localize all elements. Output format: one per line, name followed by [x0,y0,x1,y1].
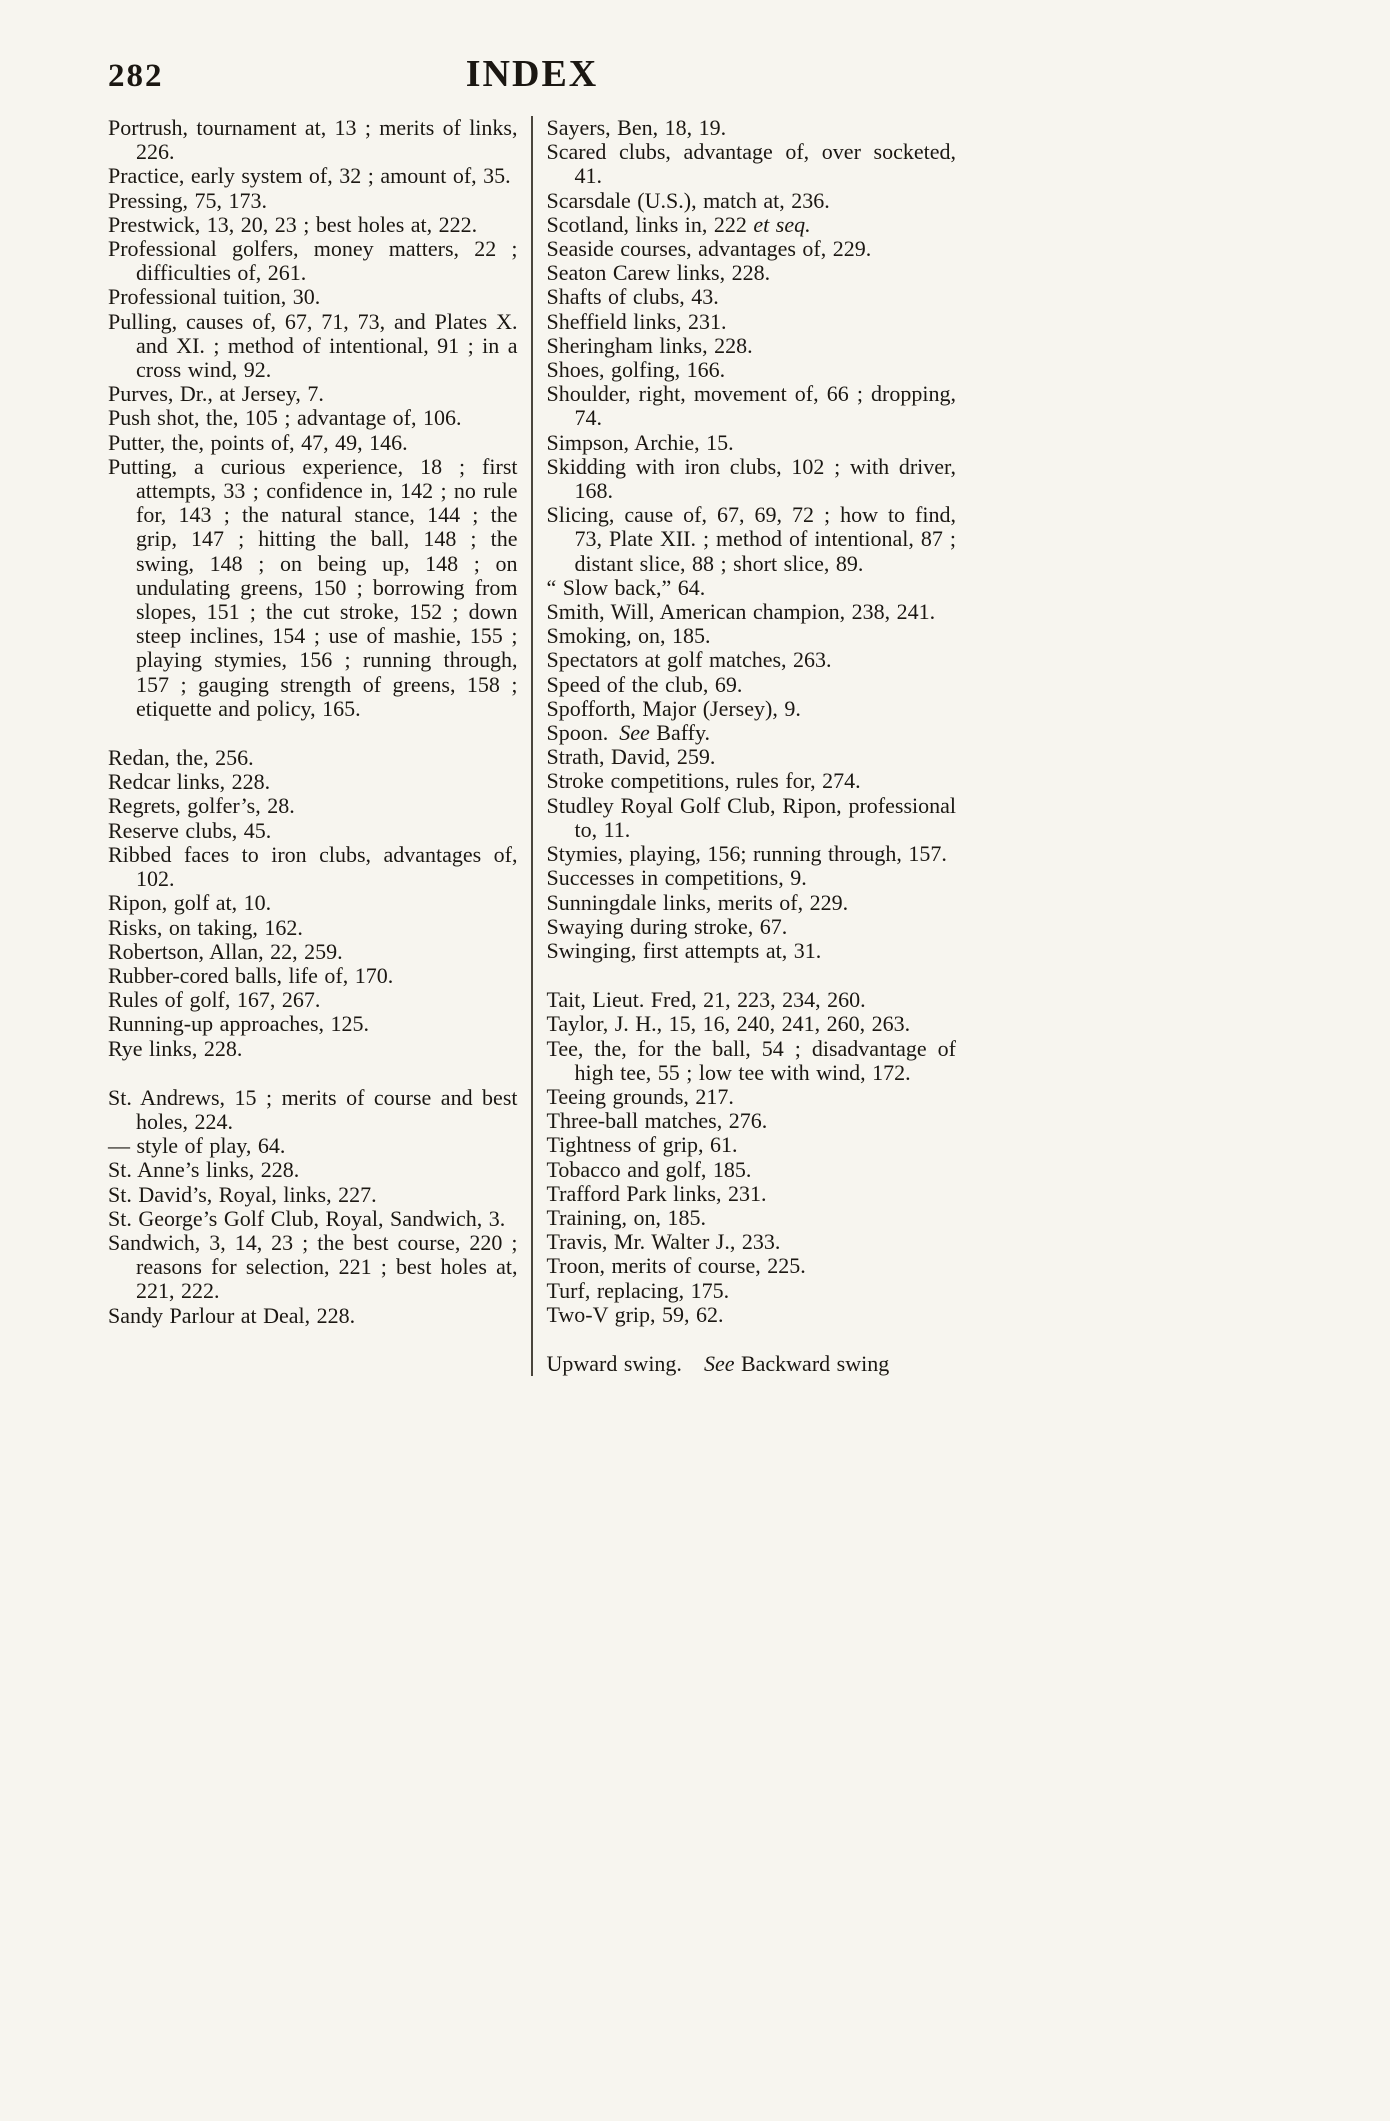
index-entry [547,382,957,430]
index-entry [547,745,957,769]
index-entry [547,1254,957,1278]
index-entry [108,1231,518,1304]
index-entry [108,1012,518,1036]
index-entry-text: Sandy Parlour at Deal, 228. [108,1302,356,1328]
index-entry [108,431,518,455]
index-entry-text: Stroke competitions, rules for, 274. [546,768,861,794]
index-entry-text: Prestwick, 13, 20, 23 ; best holes at, 222. [108,211,478,237]
index-entry [547,1085,957,1109]
index-entry [108,843,518,891]
index-entry-text: Sayers, Ben, 18, 19. [546,115,727,140]
index-entry-text: Spoon. [546,720,620,746]
index-entry [547,866,957,890]
index-entry [547,1352,957,1376]
index-entry [108,382,518,406]
index-entry [547,769,957,793]
index-entry [108,794,518,818]
index-entry [547,140,957,188]
index-entry [547,503,957,576]
index-entry-text: Shoes, golfing, 166. [546,357,726,383]
index-entry-text: Baffy. [649,720,711,746]
index-entry-text: St. Andrews, 15 ; merits of course and best holes, 224. [108,1084,518,1134]
page-content [108,52,956,1376]
index-entry-text: Putter, the, points of, 47, 49, 146. [108,429,408,455]
index-entry-text: Scared clubs, advantage of, over socketed, 41. [546,139,956,189]
index-entry [547,334,957,358]
index-entry-text: Backward swing [734,1350,890,1376]
index-entry [547,891,957,915]
index-entry-cross-reference: et seq. [753,211,811,237]
index-entry [547,1182,957,1206]
index-entry-text: Professional tuition, 30. [108,284,321,310]
index-entry-text: Sandwich, 3, 14, 23 ; the best course, 220 ; reasons for selection, 221 ; best holes at, 221, 222. [108,1229,518,1304]
index-entry-text: Training, on, 185. [546,1204,706,1230]
index-entry-text: Sheffield links, 231. [546,308,727,334]
index-entry [547,1279,957,1303]
index-entry-text: Stymies, playing, 156; running through, 157. [546,841,947,867]
index-entry [108,189,518,213]
index-entry-text: Shoulder, right, movement of, 66 ; dropping, 74. [546,381,956,431]
index-entry-text: Putting, a curious experience, 18 ; first attempts, 33 ; confidence in, 142 ; no rule for, 143 ; the natural stance, 144 ; the grip, 147 ; hitting the ball, 148 ; the swing, 148 ; on being up, 148 ; on undulating greens, 150 ; borrowing from slopes, 151 ; the cut stroke, 152 ; down steep inclines, 154 ; use of mashie, 155 ; playing stymies, 156 ; running through, 157 ; gauging strength of greens, 158 ; etiquette and policy, 165. [108,453,518,721]
index-entry-text: Tait, Lieut. Fred, 21, 223, 234, 260. [546,987,866,1013]
index-entry [547,455,957,503]
index-entry-text: Swaying during stroke, 67. [546,913,788,939]
index-entry-text: Rye links, 228. [108,1035,243,1061]
index-column-right [533,116,957,1376]
index-entry [547,1206,957,1230]
index-entry-text: St. David’s, Royal, links, 227. [108,1181,377,1207]
index-entry-text: Taylor, J. H., 15, 16, 240, 241, 260, 263. [546,1011,911,1037]
index-entry [547,794,957,842]
index-entry [547,915,957,939]
index-entry [547,988,957,1012]
index-entry [547,213,957,237]
index-entry [108,891,518,915]
index-entry-text: “ Slow back,” 64. [546,574,706,600]
index-entry [108,164,518,188]
index-entry-text: Push shot, the, 105 ; advantage of, 106. [108,405,462,431]
index-entry-text: Sunningdale links, merits of, 229. [546,889,849,915]
index-entry [108,940,518,964]
index-entry-text: St. George’s Golf Club, Royal, Sandwich, 3. [108,1205,506,1231]
index-entry-text: St. Anne’s links, 228. [108,1157,300,1183]
index-column-left [108,116,533,1376]
index-entry-text: Ribbed faces to iron clubs, advantages of, 102. [108,841,518,892]
index-entry-text: Turf, replacing, 175. [546,1277,730,1303]
index-entry-text: Strath, David, 259. [546,744,716,770]
index-entry [547,842,957,866]
index-entry-text: Risks, on taking, 162. [108,914,303,940]
index-entry-text: Swinging, first attempts at, 31. [546,937,822,963]
index-entry-text: Spectators at golf matches, 263. [546,647,832,673]
index-entry [547,1133,957,1157]
index-entry [547,600,957,624]
index-entry-text: Scotland, links in, 222 [546,211,754,237]
index-entry [108,455,518,721]
index-entry [547,285,957,309]
index-entry [108,285,518,309]
index-entry-text: Travis, Mr. Walter J., 233. [546,1229,781,1255]
index-entry [547,189,957,213]
index-entry-cross-reference: See [703,1350,735,1376]
page-header [108,52,956,108]
index-entry-text: Studley Royal Golf Club, Ripon, professional to, 11. [546,792,956,842]
index-entry-text: Skidding with iron clubs, 102 ; with driver, 168. [546,453,956,504]
index-entry [547,1109,957,1133]
index-entry-cross-reference: See [619,720,650,746]
index-entry [547,431,957,455]
index-entry-text: Speed of the club, 69. [546,671,743,697]
index-entry [547,310,957,334]
index-entry-text: Sheringham links, 228. [546,332,753,358]
index-entry-text: Slicing, cause of, 67, 69, 72 ; how to find, 73, Plate XII. ; method of intentional, 87 ; distant slice, 88 ; short slice, 89. [546,502,956,576]
index-entry-text: Tightness of grip, 61. [546,1132,738,1158]
index-entry-text: Simpson, Archie, 15. [546,429,734,455]
index-entry-text: Purves, Dr., at Jersey, 7. [108,381,324,407]
index-entry [547,358,957,382]
index-entry [547,116,957,140]
index-entry [547,673,957,697]
index-entry-text: Rules of golf, 167, 267. [108,987,321,1013]
index-entry-text: Spofforth, Major (Jersey), 9. [546,695,801,721]
index-entry [108,916,518,940]
index-entry [547,1158,957,1182]
index-entry [108,406,518,430]
page-number: 282 [108,58,164,94]
index-entry [547,1230,957,1254]
index-entry-text: Tee, the, for the ball, 54 ; disadvantage of high tee, 55 ; low tee with wind, 172. [546,1035,956,1085]
index-entry [108,1304,518,1328]
index-entry-text: Redcar links, 228. [108,769,271,795]
index-entry [108,1037,518,1061]
index-entry-text: Successes in competitions, 9. [546,865,807,891]
index-entry-text: Smoking, on, 185. [546,623,711,649]
index-entry [547,1303,957,1327]
index-entry-text: Tobacco and golf, 185. [546,1156,752,1182]
index-entry [547,1012,957,1036]
index-entry [547,261,957,285]
index-entry [108,746,518,770]
index-entry-text: Smith, Will, American champion, 238, 241. [546,599,936,625]
index-entry [108,213,518,237]
index-entry-text: Running-up approaches, 125. [108,1011,370,1037]
index-entry-text: Trafford Park links, 231. [546,1180,767,1206]
index-entry-text: Seaside courses, advantages of, 229. [546,236,872,262]
index-entry [108,1134,518,1158]
index-entry [108,116,518,164]
index-entry [547,576,957,600]
index-entry [108,988,518,1012]
index-entry-text: Seaton Carew links, 228. [546,260,771,286]
index-entry [108,964,518,988]
index-entry-text: Regrets, golfer’s, 28. [108,793,295,819]
index-entry-text: Scarsdale (U.S.), match at, 236. [546,187,830,213]
page-title: INDEX [465,53,599,95]
index-entry-text: Rubber-cored balls, life of, 170. [108,962,394,988]
index-entry-text: Reserve clubs, 45. [108,817,272,843]
index-columns [108,116,956,1376]
index-entry-text: Two-V grip, 59, 62. [546,1301,724,1327]
index-entry-text: Troon, merits of course, 225. [546,1253,806,1279]
index-entry-text: Practice, early system of, 32 ; amount of, 35. [108,163,511,189]
index-entry [547,237,957,261]
index-entry [108,237,518,285]
index-entry-text: Robertson, Allan, 22, 259. [108,938,343,964]
index-entry-text: Portrush, tournament at, 13 ; merits of links, 226. [108,115,518,165]
index-entry-text: Shafts of clubs, 43. [546,284,719,310]
index-entry [547,648,957,672]
index-entry-text: Ripon, golf at, 10. [108,890,272,916]
index-entry-text: Upward swing. [546,1350,704,1376]
index-entry [108,310,518,383]
index-entry [547,721,957,745]
index-entry [547,939,957,963]
index-entry-text: Professional golfers, money matters, 22 ; difficulties of, 261. [108,236,518,286]
index-entry [108,770,518,794]
index-entry [547,624,957,648]
index-entry [547,1037,957,1085]
index-entry-text: — style of play, 64. [108,1133,286,1159]
index-entry-text: Three-ball matches, 276. [546,1108,768,1134]
index-entry [108,1183,518,1207]
index-entry [108,819,518,843]
index-entry [108,1158,518,1182]
index-entry-text: Pulling, causes of, 67, 71, 73, and Plates X. and XI. ; method of intentional, 91 ; in a cross wind, 92. [108,308,518,383]
index-entry [547,697,957,721]
index-entry-text: Teeing grounds, 217. [546,1083,734,1109]
index-entry-text: Redan, the, 256. [108,745,254,771]
index-entry-text: Pressing, 75, 173. [108,187,268,213]
index-entry [108,1086,518,1134]
index-entry [108,1207,518,1231]
